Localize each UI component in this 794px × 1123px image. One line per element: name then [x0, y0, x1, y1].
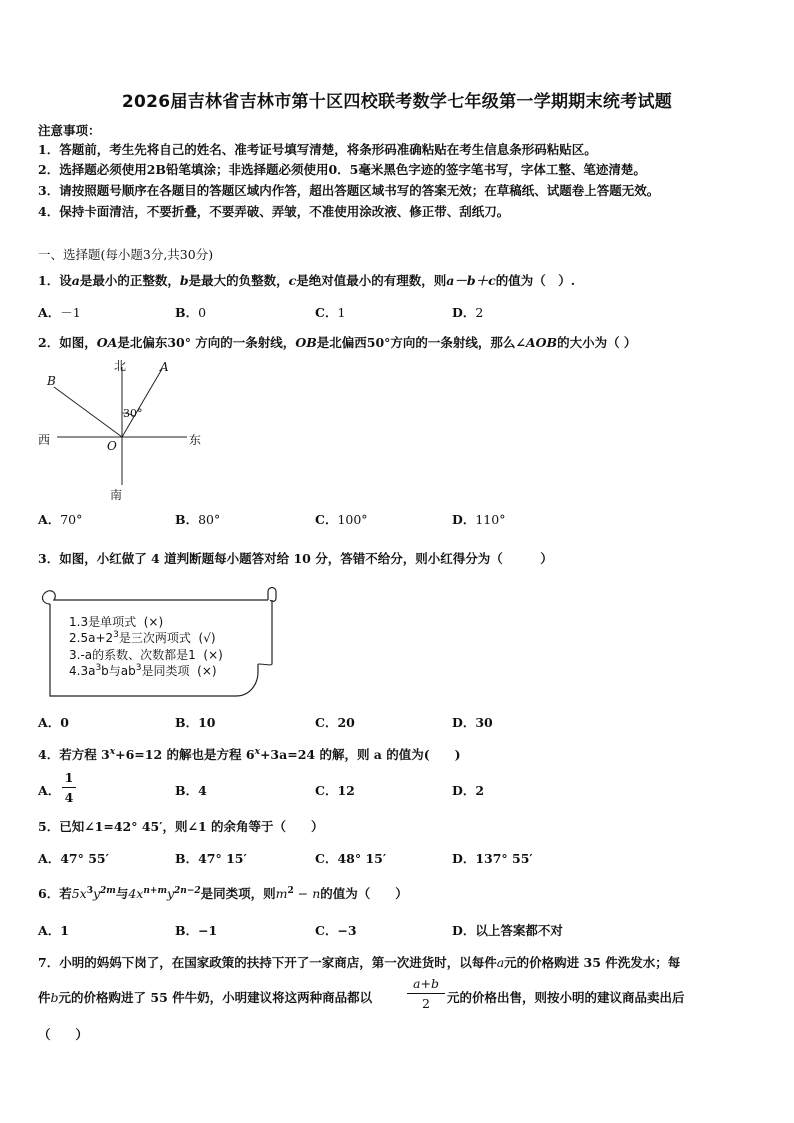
compass-figure	[30, 355, 220, 505]
scroll-line-2: $2.5a+2^3$是三次两项式 (√)	[69, 630, 216, 645]
label-b: B	[47, 374, 56, 388]
q4-option-c: C．12	[315, 783, 355, 798]
q6-option-a: A．1	[38, 923, 69, 938]
q1-option-c: C．1	[315, 305, 346, 320]
label-east: 东	[189, 433, 202, 447]
q6-option-d: D．以上答案都不对	[452, 923, 563, 938]
q5-option-c: C．48° 15′	[315, 851, 387, 866]
label-a: A	[160, 360, 169, 374]
q3-option-d: D．30	[452, 715, 493, 730]
label-angle: 30°	[123, 407, 143, 420]
question-4: 4．若方程 $3^x+6=12$ 的解也是方程 $6^x+3a=24$ 的解，则 a 的值为( )	[38, 746, 461, 762]
q4-option-b: B．4	[175, 783, 207, 798]
q3-option-b: B．10	[175, 715, 216, 730]
label-north: 北	[114, 359, 127, 373]
question-7-line-2-start: 件b元的价格购进了 55 件牛奶，小明建议将这两种商品都以	[38, 990, 373, 1005]
question-6: 6．若$5x^3y^{2m}$与$4x^{n+m}y^{2n-2}$是同类项，则$m^2 - n$的值为（ ）	[38, 885, 408, 901]
label-south: 南	[110, 488, 123, 502]
question-1: 1．设a是最小的正整数，b是最大的负整数，c是绝对值最小的有理数，则a－b＋c的值为（ ）.	[38, 273, 576, 288]
scroll-line-3: 3.-a的系数、次数都是1 (×)	[69, 648, 223, 662]
q2-option-b: B．80°	[175, 512, 221, 527]
question-7-line-2-end: 元的价格出售，则按小明的建议商品卖出后	[447, 990, 685, 1005]
question-7-line-1: 7．小明的妈妈下岗了，在国家政策的扶持下开了一家商店，第一次进货时，以每件a元的价格购进 35 件洗发水；每	[38, 955, 681, 970]
notice-item-4: 4．保持卡面清洁，不要折叠，不要弄破、弄皱，不准使用涂改液、修正带、刮纸刀。	[38, 204, 510, 219]
q6-option-b: B．−1	[175, 923, 218, 938]
question-7-line-3: （ ）	[38, 1027, 89, 1042]
q3-option-c: C．20	[315, 715, 355, 730]
q1-option-a: A．－1	[38, 305, 81, 320]
q1-option-d: D．2	[452, 305, 484, 320]
q2-option-a: A．70°	[38, 512, 83, 527]
notice-item-1: 1．答题前，考生先将自己的姓名、准考证号填写清楚，将条形码准确粘贴在考生信息条形码粘贴区。	[38, 142, 597, 157]
ray-ob	[54, 387, 122, 437]
q1-option-b: B．0	[175, 305, 207, 320]
q5-option-d: D．137° 55′	[452, 851, 533, 866]
question-2: 2．如图，OA是北偏东30° 方向的一条射线，OB是北偏西50°方向的一条射线，那么∠AOB的大小为（ ）	[38, 335, 637, 350]
q4-option-a-fraction: 1 4	[62, 770, 76, 805]
q5-option-a: A．47° 55′	[38, 851, 109, 866]
label-west: 西	[38, 433, 51, 447]
scroll-line-1: 1.3是单项式 (×)	[69, 615, 164, 629]
q5-option-b: B．47° 15′	[175, 851, 247, 866]
notice-heading: 注意事项：	[38, 123, 101, 138]
q4-option-a: A．	[38, 783, 61, 798]
scroll-line-4: $4.3a^3b$与$ab^3$是同类项 (×)	[69, 663, 217, 678]
q2-option-c: C．100°	[315, 512, 368, 527]
q6-option-c: C．−3	[315, 923, 357, 938]
q4-option-d: D．2	[452, 783, 485, 798]
q3-option-a: A．0	[38, 715, 69, 730]
label-o: O	[107, 439, 117, 453]
page-title: 2026届吉林省吉林市第十区四校联考数学七年级第一学期期末统考试题	[121, 92, 673, 112]
notice-item-3: 3．请按照题号顺序在各题目的答题区域内作答，超出答题区域书写的答案无效；在草稿纸、试题卷上答题无效。	[38, 183, 660, 198]
q2-option-d: D．110°	[452, 512, 506, 527]
notice-item-2: 2．选择题必须使用2B铅笔填涂；非选择题必须使用0．5毫米黑色字迹的签字笔书写，字体工整、笔迹清楚。	[38, 162, 646, 177]
question-3: 3．如图，小红做了 4 道判断题每小题答对给 10 分，答错不给分，则小红得分为（ ）	[38, 551, 553, 566]
question-5: 5．已知∠1=42° 45′，则∠1 的余角等于（ ）	[38, 819, 324, 834]
q7-fraction: a+b 2	[407, 976, 445, 1011]
section-heading: 一、选择题(每小题3分,共30分)	[38, 247, 214, 262]
ray-oa	[122, 369, 162, 437]
